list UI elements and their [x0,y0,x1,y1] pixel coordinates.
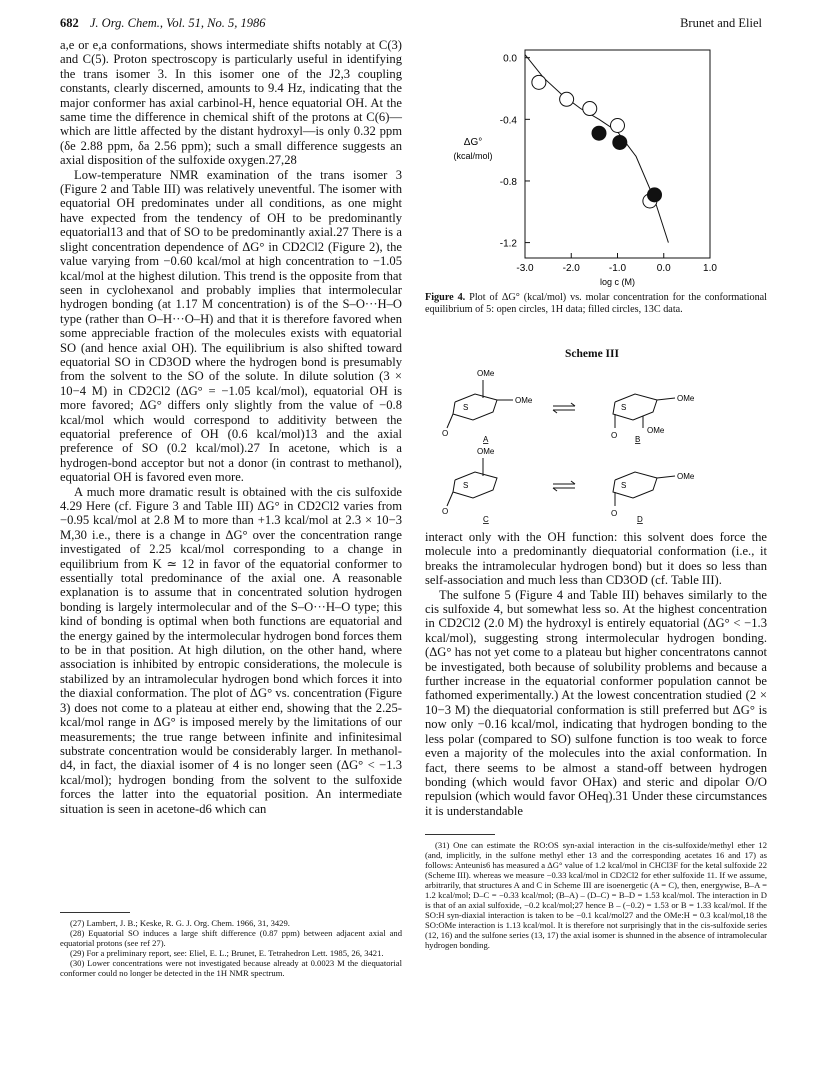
figure-4-caption [425,292,767,316]
ome-label: OMe [677,472,695,481]
structure-a [447,380,513,428]
journal-citation: J. Org. Chem., Vol. 51, No. 5, 1986 [89,16,266,30]
x-tick-label: -3.0 [516,263,534,274]
x-tick-label: 0.0 [656,263,671,274]
left-footnotes [60,918,402,978]
running-header-authors: Brunet and Eliel [680,16,762,30]
footnote: (31) One can estimate the RO:OS syn-axial interaction in the cis-sulfoxide/methyl ether 12 (and, implicitly, in the sulfone methyl ether 13 and the corresponding acetates 16 and 17) as follows: Anteunis6 has measured a ΔG° value of 1.2 kcal/mol in CHCl3F for the ketal sulfoxide 22 (Scheme III). whereas we measure −0.33 kcal/mol in CD2Cl2 for ether sulfoxide 11. If we assume, arbitrarily, that structures A and C in Scheme III are isoenergetic (A = C), then, energywise, B–A = 1.2 kcal/mol; D–C = −0.33 kcal/mol; (B–A) – (D–C) = B–D = 1.53 kcal/mol. The interaction in D is that of an axial sulfoxide, −0.2 kcal/mol;27 hence B – (−0.2) = 1.53 or B = 1.33 kcal/mol. If the SO:H syn-diaxial interaction is taken to be −0.1 kcal/mol27 and the OMe:H = 0.3 kcal/mol,18 the SO:OMe interaction is 1.13 kcal/mol. It is therefore not surprisingly that in the cis-sulfoxide series (12, 16) and the sulfone series (13, 17) the axial isomer is shunned in the absence of intramolecular hydrogen bonding. [425,840,767,950]
y-tick-label: -1.2 [499,238,517,250]
x-axis-label: log c (M) [599,277,636,287]
page-number: 682 [60,16,79,30]
o-label: O [611,431,618,440]
caption-text: Plot of ΔG° (kcal/mol) vs. molar concentration for the conformational equilibrium of 5: open circles, 1H data; filled circles, 13C data. [425,292,768,315]
data-point-1h [611,118,625,132]
right-footnote [425,840,767,950]
x-tick-label: -2.0 [562,263,580,274]
ome-label: OMe [515,396,533,405]
figure-4-plot [425,40,765,290]
o-label: O [442,429,449,438]
o-label: O [611,509,618,518]
left-column [60,38,402,816]
data-point-1h [560,92,574,106]
s-label: S [463,481,469,490]
s-label: S [621,481,627,490]
o-label: O [442,507,449,516]
label-b: B [635,435,641,444]
ome-label: OMe [477,369,495,378]
plot-frame [525,50,710,258]
y-axis-label: ΔG° [463,137,483,148]
figure-label: Figure 4. [425,292,466,303]
paragraph: interact only with the OH function: this solvent does force the molecule into a predominantly diequatorial conformation (i.e., it breaks the intramolecular hydrogen bond) but it does so less than self-association and much less than CD3OD (cf. Table III). [425,530,767,588]
footnote-rule [60,912,130,913]
data-point-1h [583,102,597,116]
structure-c [447,458,497,506]
running-header-left [60,16,265,31]
y-axis-unit: (kcal/mol) [453,151,493,161]
s-label: S [463,403,469,412]
s-label: S [621,403,627,412]
paragraph: Low-temperature NMR examination of the trans isomer 3 (Figure 2 and Table III) was relatively uneventful. The isomer with equatorial OH predominates under all conditions, as one might have expected from the tendency of OH to be predominantly equatorial13 and that of SO to be predominantly axial.27 There is a slight concentration dependence of ΔG° in CD2Cl2 (Figure 2), the value varying from −0.60 kcal/mol at high concentration to −1.05 kcal/mol at the highest dilution. This trend is the opposite from that seen in cyclohexanol and probably implies that intermolecular hydrogen bonding (at 1.17 M concentration) is of the S–O···H–O type (rather than O–H···O–H) and that it is therefore favored when some appreciable fraction of the molecules exists with equatorial SO (and hence axial OH). The equilibrium is also shifted toward equatorial SO in CD3OD where the hydrogen bond is presumably from the solvent to the SO of the solute. In dilute solution (3 × 10−4 M) in CD2Cl2 (ΔG° = −1.05 kcal/mol), equatorial OH is more favored; ΔG° differs only slightly from the value of −0.8 kcal/mol which would correspond to additivity between the equatorial preference of OH (0.6 kcal/mol)13 and the axial preference of SO (0.2 kcal/mol).27 In acetone, which is a hydrogen-bond acceptor but not a donor (in contrast to methanol), equatorial OH is favored even more. [60,167,402,485]
scheme-iii-structures [425,362,765,527]
equilibrium-arrow-1 [553,403,575,413]
ome-label: OMe [647,426,665,435]
footnote: (30) Lower concentrations were not investigated because already at 0.0023 M the diequatorial conformer could no longer be detected in the 1H NMR spectrum. [60,958,402,978]
x-tick-label: -1.0 [608,263,627,274]
paragraph: a,e or e,a conformations, shows intermediate shifts notably at C(3) and C(5). Proton spectroscopy is particularly useful in identifying the trans isomer 3. In this isomer one of the J2,3 coupling constants, clearly discerned, amounts to 9.4 Hz, indicating that the major conformer has axial carbinol-H, hence equatorial OH. At the same time the difference in chemical shift of the protons at C(6)—which are little affected by the distant hydroxyl—is only 0.32 ppm (δe 2.88 ppm, δa 2.56 ppm); such a small difference suggests an axial disposition of the sulfoxide oxygen.27,28 [60,38,402,168]
y-tick-label: 0.0 [503,53,517,65]
footnote-rule [425,834,495,835]
paragraph: A much more dramatic result is obtained with the cis sulfoxide 4.29 Here (cf. Figure 3 and Table III) ΔG° in CD2Cl2 varies from −0.95 kcal/mol at 2.8 M to more than +1.3 kcal/mol at 2.3 × 10−3 M,30 i.e., there is a change in ΔG° over the concentration range investigated of 2.25 kcal/mol corresponding to a change in equilibrium from K ≃ 12 in favor of the equatorial conformer to essentially total predominance of the axial one. A reasonable explanation is to assume that in concentrated solution hydrogen bonding is largely intermolecular and of the S–O···H–O type; this kind of bonding is optimal when both functions are equatorial and the energy gained by the intermolecular hydrogen bond forces them to be in that position. At high dilution, on the other hand, where association is inhibited by entropic considerations, the molecule is stabilized by an intramolecular hydrogen bond which forces it into the diaxial conformation. The plot of ΔG° vs. concentration (Figure 3) does not come to a plateau at either end, showing that the 2.25-kcal/mol range in ΔG° is imposed merely by the limitations of our measurements; the true range between infinite and infinitesimal substrate concentration would be considerably larger. In methanol-d4, in fact, the diaxial isomer of 4 is no longer seen (ΔG° < −1.3 kcal/mol); hydrogen bonding from the solvent to the sulfoxide forces the latter into the equatorial position. An intermediate situation is seen in acetone-d6 which can [60,484,402,816]
scheme-title: Scheme III [565,348,619,360]
fit-curve [525,55,668,243]
y-tick-label: -0.8 [499,176,517,188]
ome-label: OMe [477,447,495,456]
footnote: (28) Equatorial SO induces a large shift difference (0.87 ppm) between adjacent axial and equatorial protons (see ref 27). [60,928,402,948]
scheme-iii [425,362,765,527]
paragraph: The sulfone 5 (Figure 4 and Table III) behaves similarly to the cis sulfoxide 4, but somewhat less so. At the highest concentration in CD2Cl2 (2.0 M) the hydroxyl is entirely equatorial (ΔG° < −1.3 kcal/mol), suggesting strong intermolecular hydrogen bonding. (ΔG° has not yet come to a plateau but higher concentratons cannot be investigated, both because of solubility problems and because a further increase in the equatorial conformer population cannot be fathomed experimentally.) At the lowest concentration studied (2 × 10−3 M) the diequatorial conformation is still preferred but ΔG° is now only −0.16 kcal/mol, indicating that hydrogen bonding to the less polar (compared to SO) sulfone function is too weak to force even a majority of the molecules into the axial conformation. In fact, there seems to be almost a stand-off between hydrogen bonding (which would favor OHax) and steric and dipolar O/O repulsion (which would favor OHeq).31 Under these circumstances it is understandable [425,587,767,818]
x-tick-label: 1.0 [703,263,717,274]
label-a: A [483,435,489,444]
ome-label: OMe [677,394,695,403]
label-d: D [637,515,643,524]
equilibrium-arrow-2 [553,481,575,491]
data-point-13c [613,135,627,149]
footnote: (27) Lambert, J. B.; Keske, R. G. J. Org. Chem. 1966, 31, 3429. [70,918,290,928]
y-tick-label: -0.4 [499,115,517,127]
data-point-13c [592,126,606,140]
footnote: (29) For a preliminary report, see: Eliel, E. L.; Brunet, E. Tetrahedron Lett. 1985, 26, 3421. [70,948,384,958]
right-column [425,530,767,818]
label-c: C [483,515,489,524]
data-point-13c [648,188,662,202]
figure-4 [425,40,765,290]
data-point-1h [532,75,546,89]
